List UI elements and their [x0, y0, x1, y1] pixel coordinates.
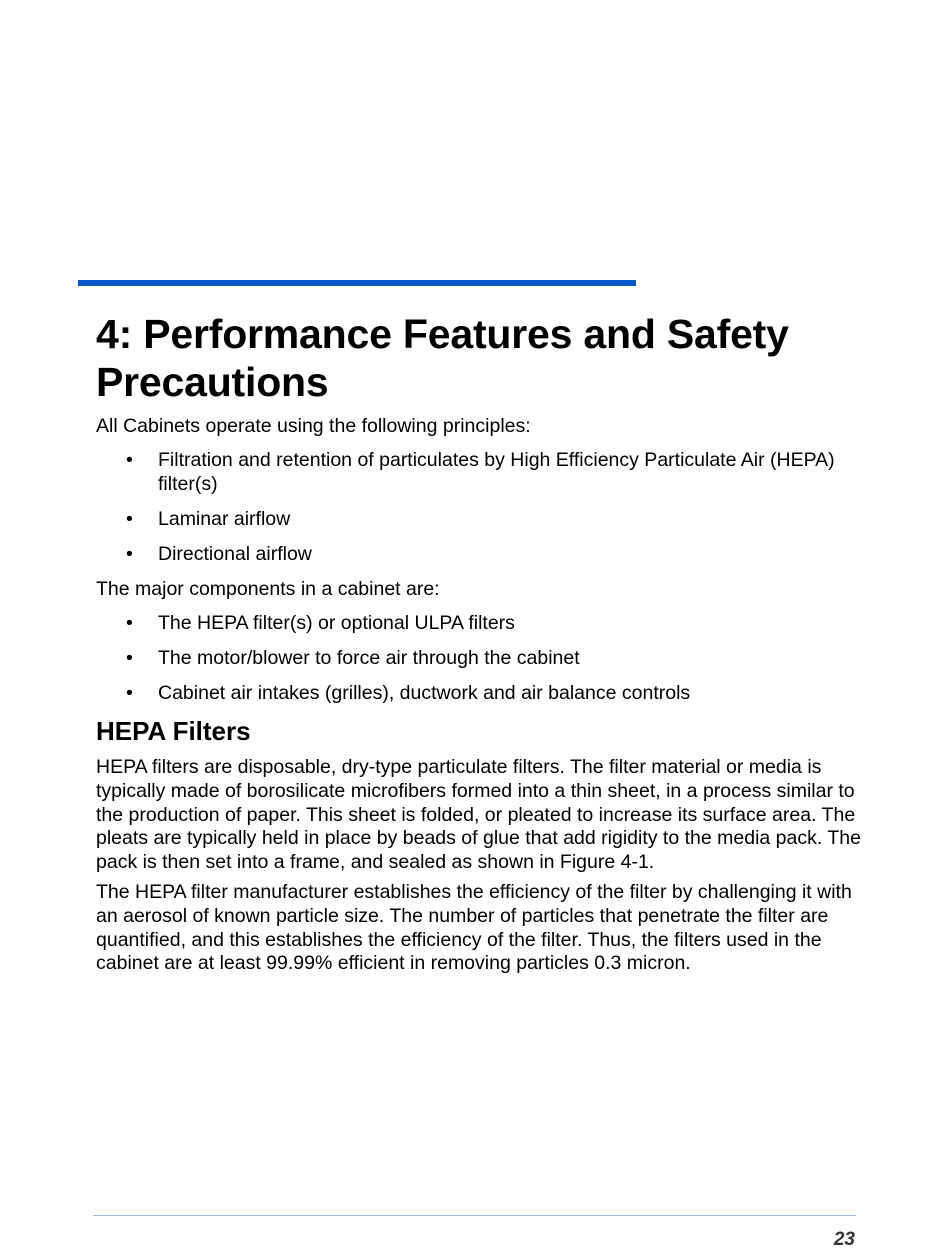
- list-item: [96, 542, 866, 566]
- page-number: 23: [833, 1229, 855, 1250]
- chapter-accent-rule: [78, 280, 636, 286]
- components-intro: The major components in a cabinet are:: [96, 578, 440, 600]
- list-item: [96, 448, 866, 496]
- list-item-text: The HEPA filter(s) or optional ULPA filters: [158, 612, 515, 634]
- chapter-title: [96, 310, 866, 406]
- bullet-icon: •: [126, 449, 133, 471]
- page-content: [96, 310, 866, 982]
- principles-intro: All Cabinets operate using the following principles:: [96, 415, 531, 437]
- footer-rule: [93, 1215, 856, 1216]
- list-item: [96, 507, 866, 531]
- list-item: [96, 681, 866, 705]
- principles-list: [96, 448, 866, 566]
- list-item: [96, 611, 866, 635]
- bullet-icon: •: [126, 682, 133, 704]
- components-list: [96, 611, 866, 705]
- section-heading-hepa-filters: HEPA Filters: [96, 716, 251, 746]
- list-item-text: Directional airflow: [158, 543, 312, 565]
- bullet-icon: •: [126, 647, 133, 669]
- chapter-title-line2: Precautions: [96, 359, 329, 405]
- bullet-icon: •: [126, 612, 133, 634]
- chapter-title-line1: 4: Performance Features and Safety: [96, 311, 789, 357]
- hepa-paragraph-1: HEPA filters are disposable, dry-type particulate filters. The filter material or media is typically made of borosilicate microfibers formed into a thin sheet, in a process similar to the production of paper. This sheet is folded, or pleated to increase its surface area. The pleats are typically held in place by beads of glue that add rigidity to the media pack. The pack is then set into a frame, and sealed as shown in Figure 4-1.: [96, 756, 861, 874]
- hepa-paragraph-2: The HEPA filter manufacturer establishes the efficiency of the filter by challenging it with an aerosol of known particle size. The number of particles that penetrate the filter are quantified, and this establishes the efficiency of the filter. Thus, the filters used in the cabinet are at least 99.99% efficient in removing particles 0.3 micron.: [96, 880, 852, 975]
- list-item-text: Laminar airflow: [158, 508, 291, 530]
- list-item-text: Filtration and retention of particulates by High Efficiency Particulate Air (HEPA) filter(s): [158, 449, 835, 495]
- list-item-text: The motor/blower to force air through the cabinet: [158, 647, 580, 669]
- list-item-text: Cabinet air intakes (grilles), ductwork and air balance controls: [158, 682, 691, 704]
- list-item: [96, 646, 866, 670]
- bullet-icon: •: [126, 508, 133, 530]
- bullet-icon: •: [126, 543, 133, 565]
